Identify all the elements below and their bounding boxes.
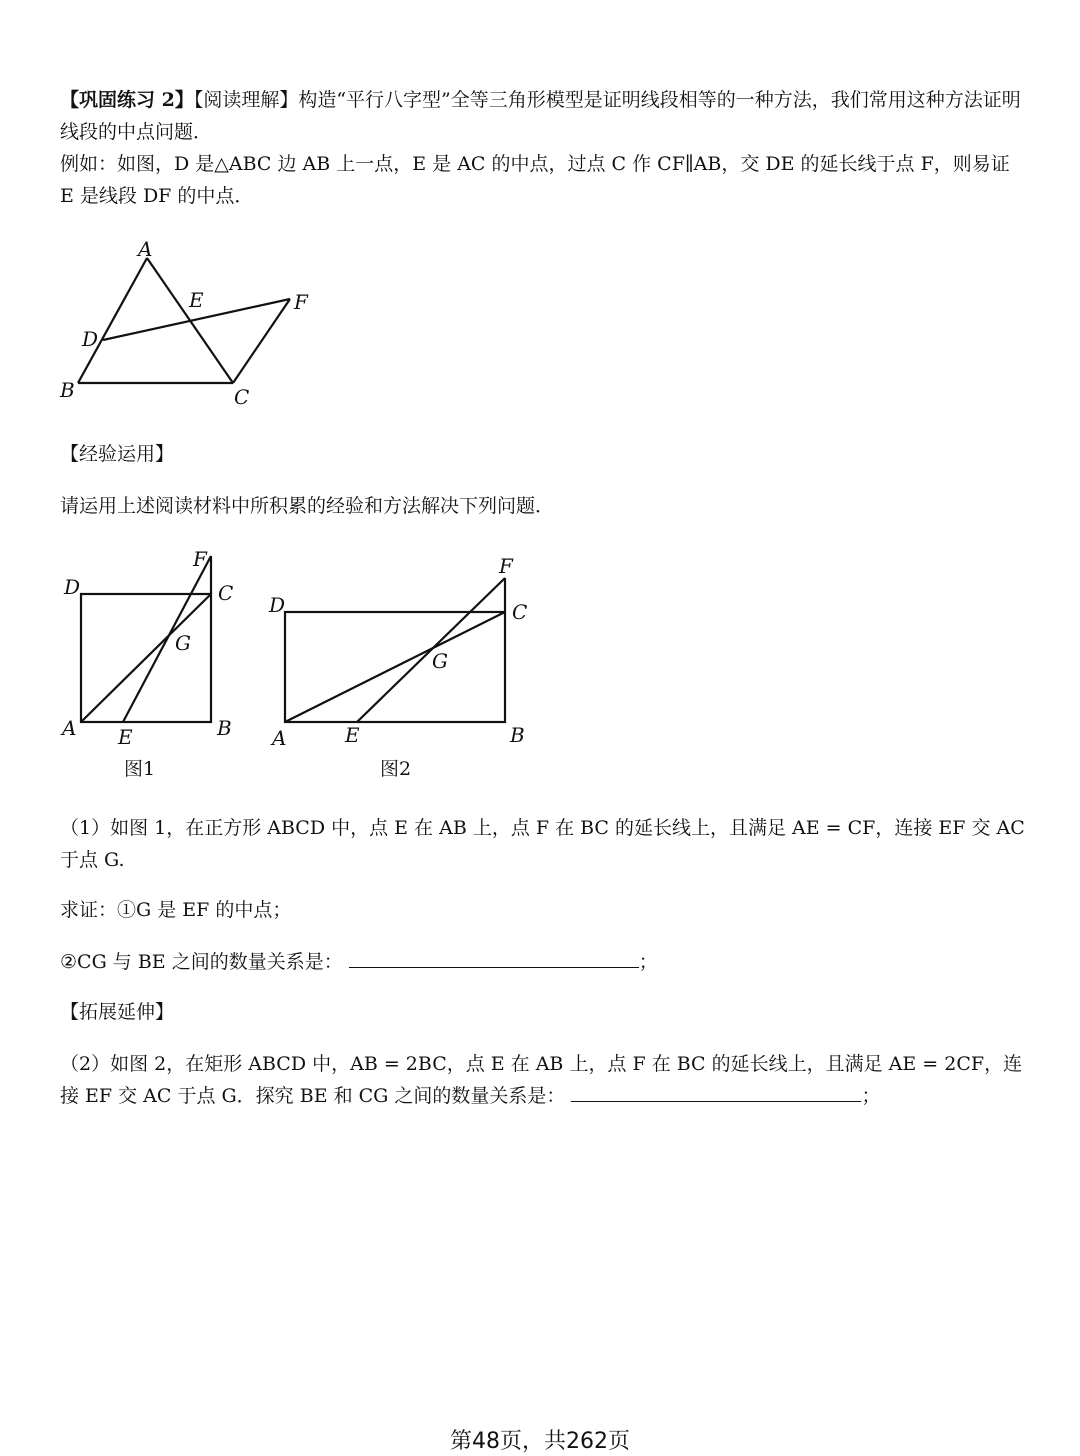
- segment-ef-2: [357, 578, 505, 722]
- page-footer: 第48页，共262页: [450, 1429, 630, 1454]
- question-1-text: （1）如图 1，在正方形 ABCD 中，点 E 在 AB 上，点 F 在 BC 的延长线上，且满足 AE = CF，连接 EF 交 AC 于点 G.: [60, 817, 1025, 871]
- label-c: C: [234, 385, 250, 409]
- question-1-relation: [60, 946, 1025, 978]
- fig1-label-c: C: [218, 581, 234, 605]
- answer-blank-2[interactable]: [571, 1081, 861, 1102]
- question-1-prove: 求证：①G 是 EF 的中点；: [60, 899, 292, 921]
- experience-heading: 【经验运用】: [60, 443, 175, 465]
- fig1-label-d: D: [64, 575, 81, 599]
- example-paragraph: 例如：如图，D 是△ABC 边 AB 上一点，E 是 AC 的中点，过点 C 作 CF∥AB，交 DE 的延长线于点 F，则易证 E 是线段 DF 的中点．: [60, 153, 1010, 207]
- fig1-label-b: B: [217, 716, 232, 740]
- diagonal-ac-2: [285, 612, 505, 722]
- problem-tag: 【巩固练习 2】: [60, 89, 194, 111]
- experience-instruction: 请运用上述阅读材料中所积累的经验和方法解决下列问题．: [60, 495, 555, 517]
- intro-text: 【阅读理解】构造“平行八字型”全等三角形模型是证明线段相等的一种方法，我们常用这种方法证明线段的中点问题．: [60, 89, 1021, 143]
- answer-blank-1[interactable]: [349, 947, 639, 968]
- fig2-label-c: C: [512, 600, 528, 624]
- extension-heading: 【拓展延伸】: [60, 1001, 175, 1023]
- question-2-text: [60, 1048, 1025, 1112]
- relation-prefix: ②CG 与 BE 之间的数量关系是：: [60, 951, 343, 973]
- fig2-label-b: B: [510, 723, 525, 747]
- figure-1-caption: 图1: [124, 758, 156, 780]
- question-2-suffix: ；: [861, 1085, 881, 1107]
- fig1-label-a: A: [62, 716, 77, 740]
- question-2-body: （2）如图 2，在矩形 ABCD 中，AB = 2BC，点 E 在 AB 上，点 F 在 BC 的延长线上，且满足 AE = 2CF，连接 EF 交 AC 于点 G．探究 BE 和 CG 之间的数量关系是：: [60, 1053, 1023, 1107]
- fig2-label-a: A: [272, 726, 287, 750]
- label-e: E: [189, 288, 204, 312]
- figure-2-caption: 图2: [380, 758, 412, 780]
- fig2-label-f: F: [499, 554, 513, 578]
- fig1-label-g: G: [175, 631, 191, 655]
- label-a: A: [138, 237, 153, 261]
- fig2-label-g: G: [432, 649, 448, 673]
- fig1-label-f: F: [193, 547, 207, 571]
- label-b: B: [60, 378, 75, 402]
- relation-suffix: ；: [638, 951, 658, 973]
- label-f: F: [294, 290, 308, 314]
- label-d: D: [82, 327, 99, 351]
- fig2-label-e: E: [345, 723, 360, 747]
- fig2-label-d: D: [269, 593, 286, 617]
- fig1-label-e: E: [118, 725, 133, 749]
